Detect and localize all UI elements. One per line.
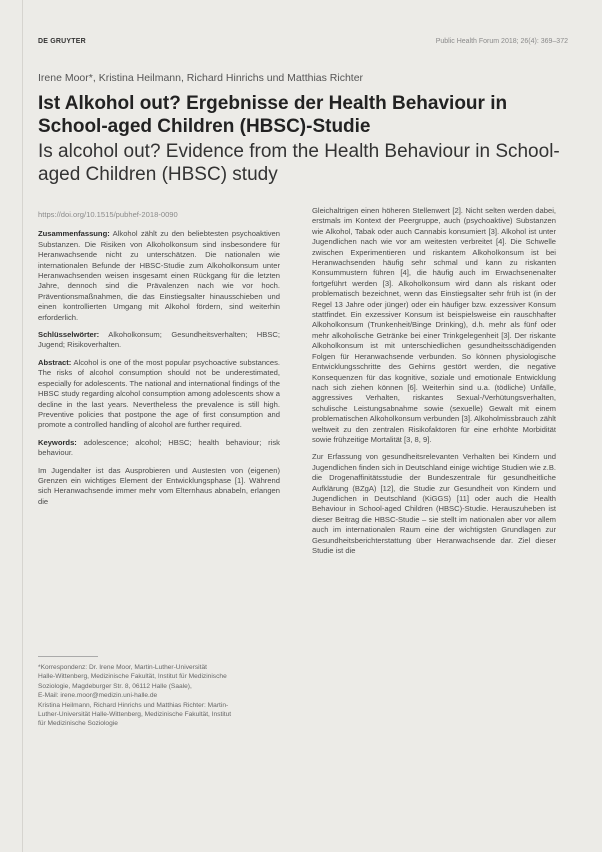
title-german: Ist Alkohol out? Ergebnisse der Health Behaviour in School-aged Children (HBSC)-Studie <box>38 93 508 137</box>
journal-reference: Public Health Forum 2018; 26(4): 369–372 <box>435 38 568 45</box>
abstract-german-text: Alkohol zählt zu den beliebtesten psychoaktiven Substanzen. Die Risiken von Alkoholkonsum sind insbesondere für Heranwachsende nicht zu unterschätzen. Die nationalen wie internationalen Befunde der HBSC-Studie zum Alkoholkonsum unter Heranwachsenden weisen insgesamt einen Rückgang für die letzten Jahre, dennoch sind die Prävalenzen nach wie vor hoch. Präventionsmaßnahmen, die das Einstiegsalter hinausschieben und einen kontrollierten Umgang mit Alkohol fördern, sind weiterhin erforderlich. <box>38 229 280 322</box>
correspondence-line: Luther-Universität Halle-Wittenberg, Medizinische Fakultät, Institut <box>38 711 232 719</box>
page-edge <box>22 0 23 852</box>
body-paragraph: Zur Erfassung von gesundheitsrelevanten Verhalten bei Kindern und Jugendlichen finden sich in Deutschland einige wichtige Studien wie z.B. die Drogenaffinitätsstudie der Bundeszentrale für gesundheitliche Aufklärung (BZgA) [12], die Studie zur Gesundheit von Kindern und Jugendlichen in Deutschland (KiGGS) [11] oder auch die Health Behaviour in School-aged Children (HBSC)-Studie. Herauszuheben ist dieser Beitrag die HBSC-Studie – sie stellt im nationalen aber vor allem auch im internationalen Raum eine der wichtigsten Grundlagen zur Gesundheitsberichterstattung über Heranwachsende dar. Ziel dieser Studie ist die <box>312 452 556 555</box>
correspondence-line: Kristina Heilmann, Richard Hinrichs und Matthias Richter: Martin- <box>38 701 229 709</box>
keywords-english-label: Keywords: <box>38 437 77 447</box>
keywords-english-text: adolescence; alcohol; HBSC; health behaviour; risk behaviour. <box>38 437 280 458</box>
abstract-english-text: Alcohol is one of the most popular psychoactive substances. The risks of alcohol consumption should not be underestimated, especially for adolescents. The national and international findings of the HBSC study regarding alcohol consumption among adolescents show a decline in the last years. Nevertheless the prevalence is still high. Preventive policies that postpone the age of first consumption and promote a controlled handling of alcohol are further required. <box>38 357 280 430</box>
publisher-logo: DE GRUYTER <box>38 38 86 45</box>
authors: Irene Moor*, Kristina Heilmann, Richard Hinrichs und Matthias Richter <box>38 72 364 84</box>
keywords-english <box>38 438 280 459</box>
doi-link[interactable]: https://doi.org/10.1515/pubhef-2018-0090 <box>38 210 178 219</box>
correspondence-email[interactable]: E-Mail: irene.moor@medizin.uni-halle.de <box>38 692 158 700</box>
correspondence-footnote <box>38 656 280 729</box>
footnote-rule <box>38 656 98 657</box>
intro-paragraph: Im Jugendalter ist das Ausprobieren und Austesten von (eigenen) Grenzen ein wichtiges Element der Entwicklungsphase [1]. Während sich Heranwachsende immer mehr vom Elternhaus abnabeln, erlangen die <box>38 465 280 506</box>
correspondence-line: für Medizinische Soziologie <box>38 720 118 728</box>
abstract-german <box>38 229 280 323</box>
correspondence-line: Halle-Wittenberg, Medizinische Fakultät, Institut für Medizinische <box>38 673 227 681</box>
title-english: Is alcohol out? Evidence from the Health Behaviour in School-aged Children (HBSC) study <box>38 141 560 185</box>
body-paragraph: Gleichaltrigen einen höheren Stellenwert [2]. Nicht selten werden dabei, erstmals im Kontext der Peergruppe, auch (psychoaktive) Substanzen wie Alkohol, Tabak oder auch Cannabis konsumiert [3]. Alkohol ist unter Jugendlichen nach wie vor am weitesten verbreitet [4]. Die Schwelle zwischen Experimentieren und riskantem Alkoholkonsum ist bei Heranwachsenden häufig sehr schmal und kann zu riskanten Konsummustern führen [4], die häufig auch im Erwachsenenalter fortgeführt werden [3]. Alkoholkonsum wird dann als riskant oder problematisch bezeichnet, wenn das Einstiegsalter sehr früh ist (in der Regel 13 Jahre oder jünger) oder ein häufiger bzw. exzessiver Konsum stattfindet. Ein exzessiver Konsum ist beispielsweise ein rauschhafter Alkoholkonsum (Trunkenheit/Binge Drinking), d.h. mehr als fünf oder mehr alkoholische Getränke bei einer Trinkgelegenheit [3]. Der riskante Alkoholkonsum ist mit unterschiedlichen gesundheitsschädigenden Folgen für Heranwachsende verbunden. So können physiologische Entwicklungsschritte des Gehirns gestört werden, die negative Konsequenzen für das kognitive, soziale und emotionale Entwicklung nach sich ziehen können [6]. Weiterhin sind u.a. (tödliche) Unfälle, aggressives Verhalten, riskantes Sexual-/Verhütungsverhalten, schulische Leistungsabnahme sowie (sexuelle) Gewalt mit einem problematischen Alkoholkonsum verbunden [3]. Alkoholmissbrauch zählt weltweit zu den zentralen Risikofaktoren für eine erhöhte Morbidität sowie frühzeitige Mortalität [3, 8, 9]. <box>312 206 556 444</box>
keywords-german-text: Alkoholkonsum; Gesundheitsverhalten; HBSC; Jugend; Risikoverhalten. <box>38 330 280 350</box>
right-column <box>312 206 556 563</box>
correspondence-line: Soziologie, Magdeburger Str. 8, 06112 Halle (Saale), <box>38 682 192 690</box>
correspondence-line: *Korrespondenz: Dr. Irene Moor, Martin-Luther-Universität <box>38 664 207 671</box>
abstract-german-label: Zusammenfassung: <box>38 229 110 239</box>
page-header <box>38 38 568 50</box>
abstract-english-label: Abstract: <box>38 357 72 367</box>
abstract-english <box>38 358 280 431</box>
keywords-german <box>38 330 280 351</box>
keywords-german-label: Schlüsselwörter: <box>38 330 100 340</box>
left-column <box>38 210 280 514</box>
